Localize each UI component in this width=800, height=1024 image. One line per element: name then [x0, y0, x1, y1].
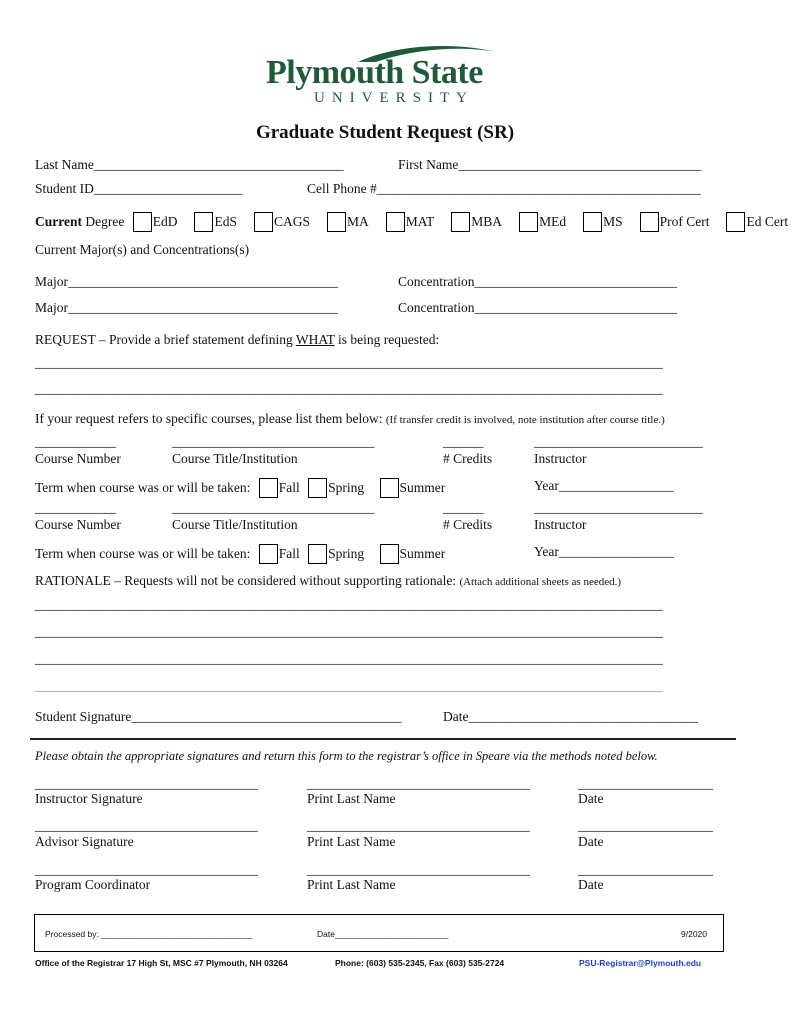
rationale-text: RATIONALE – Requests will not be considered without supporting rationale: — [35, 573, 457, 588]
major-field-1[interactable]: Major________________________________________ — [35, 274, 338, 289]
student-signature-field[interactable]: Student Signature________________________________________ — [35, 709, 402, 724]
logo-subtitle: UNIVERSITY — [314, 90, 474, 106]
courses-intro-text: If your request refers to specific courses, please list them below: — [35, 411, 383, 426]
rationale-heading — [35, 573, 621, 589]
university-logo — [266, 40, 506, 112]
registrar-phone: Phone: (603) 535-2345, Fax (603) 535-2724 — [335, 958, 505, 968]
degree-label: Degree — [82, 214, 125, 229]
registrar-email-link[interactable]: PSU-Registrar@Plymouth.edu — [579, 958, 702, 968]
degree-checkbox-prof-cert[interactable] — [640, 212, 659, 232]
first-name-field[interactable]: First Name____________________________________ — [398, 157, 702, 172]
credits-line-2[interactable]: ______ — [443, 500, 484, 515]
last-name-field[interactable]: Last Name_____________________________________ — [35, 157, 344, 172]
request-text-end: is being requested: — [334, 332, 440, 347]
form-title: Graduate Student Request (SR) — [255, 122, 515, 143]
degree-option-label: EdD — [152, 214, 178, 229]
advisor-date-line[interactable]: ____________________ — [578, 818, 713, 833]
course-title-label: Course Title/Institution — [172, 451, 298, 466]
term-summer-checkbox[interactable] — [380, 478, 399, 498]
instructor-print-line[interactable]: _________________________________ — [307, 776, 530, 791]
term-row-1 — [35, 478, 445, 498]
coordinator-signature-line[interactable]: _________________________________ — [35, 862, 258, 877]
degree-option-label: MBA — [471, 214, 503, 229]
degree-row — [35, 212, 800, 232]
degree-option-label: Prof Cert — [659, 214, 710, 229]
concentration-field-2[interactable]: Concentration______________________________ — [398, 300, 677, 315]
degree-checkbox-ed-cert[interactable] — [726, 212, 745, 232]
request-line-1[interactable]: _____________________________________________________________________________________________ — [35, 355, 663, 370]
instructor-line-2[interactable]: _________________________ — [534, 500, 703, 515]
degree-checkbox-ma[interactable] — [327, 212, 346, 232]
advisor-signature-line[interactable]: _________________________________ — [35, 818, 258, 833]
degree-checkbox-cags[interactable] — [254, 212, 273, 232]
date-label: Date — [578, 834, 604, 849]
instructor-label: Instructor — [534, 517, 587, 532]
term-summer-checkbox[interactable] — [380, 544, 399, 564]
degree-checkbox-edd[interactable] — [133, 212, 152, 232]
coordinator-date-line[interactable]: ____________________ — [578, 862, 713, 877]
instructor-line-1[interactable]: _________________________ — [534, 434, 703, 449]
term-fall-label: Fall — [278, 480, 300, 495]
courses-intro — [35, 411, 665, 427]
term-label: Term when course was or will be taken: — [35, 546, 251, 561]
majors-heading: Current Major(s) and Concentrations(s) — [35, 242, 250, 257]
course-number-line-1[interactable]: ____________ — [35, 434, 116, 449]
rationale-line-4[interactable]: _____________________________________________________________________________________________ — [35, 678, 663, 693]
instructor-date-line[interactable]: ____________________ — [578, 776, 713, 791]
degree-option-label: MAT — [405, 214, 435, 229]
degree-checkbox-med[interactable] — [519, 212, 538, 232]
registrar-address: Office of the Registrar 17 High St, MSC #7 Plymouth, NH 03264 — [35, 958, 288, 968]
term-fall-label: Fall — [278, 546, 300, 561]
degree-checkbox-mat[interactable] — [386, 212, 405, 232]
rationale-line-1[interactable]: _____________________________________________________________________________________________ — [35, 597, 663, 612]
degree-label-current: Current — [35, 214, 82, 229]
student-id-field[interactable]: Student ID______________________ — [35, 181, 243, 196]
rationale-line-3[interactable]: _____________________________________________________________________________________________ — [35, 651, 663, 666]
coordinator-print-line[interactable]: _________________________________ — [307, 862, 530, 877]
course-title-line-2[interactable]: ______________________________ — [172, 500, 375, 515]
credits-label: # Credits — [443, 517, 493, 532]
advisor-print-line[interactable]: _________________________________ — [307, 818, 530, 833]
print-last-name-label: Print Last Name — [307, 834, 396, 849]
degree-option-label: EdS — [214, 214, 237, 229]
degree-checkbox-eds[interactable] — [194, 212, 213, 232]
term-spring-checkbox[interactable] — [308, 544, 327, 564]
form-revision: 9/2020 — [681, 929, 707, 939]
instructor-signature-line[interactable]: _________________________________ — [35, 776, 258, 791]
rationale-note: (Attach additional sheets as needed.) — [459, 576, 622, 588]
date-label: Date — [578, 877, 604, 892]
degree-options — [128, 214, 800, 229]
term-fall-checkbox[interactable] — [259, 478, 278, 498]
print-last-name-label: Print Last Name — [307, 791, 396, 806]
term-spring-checkbox[interactable] — [308, 478, 327, 498]
advisor-signature-label: Advisor Signature — [35, 834, 134, 849]
major-field-2[interactable]: Major________________________________________ — [35, 300, 338, 315]
degree-checkbox-mba[interactable] — [451, 212, 470, 232]
term-fall-checkbox[interactable] — [259, 544, 278, 564]
course-number-label: Course Number — [35, 451, 121, 466]
date-label: Date — [578, 791, 604, 806]
term-spring-label: Spring — [328, 480, 365, 495]
courses-note: (If transfer credit is involved, note institution after course title.) — [385, 414, 665, 426]
term-summer-label: Summer — [399, 480, 446, 495]
processed-by-field[interactable]: Processed by: ________________________________ — [45, 929, 253, 939]
request-line-2[interactable]: _____________________________________________________________________________________________ — [35, 381, 663, 396]
term-row-2 — [35, 544, 445, 564]
section-divider — [30, 738, 736, 740]
office-date-field[interactable]: Date________________________ — [317, 929, 449, 939]
year-field-2[interactable]: Year_________________ — [534, 544, 674, 559]
term-summer-label: Summer — [399, 546, 446, 561]
cell-phone-field[interactable]: Cell Phone #________________________________________________ — [307, 181, 701, 196]
print-last-name-label: Print Last Name — [307, 877, 396, 892]
instructor-label: Instructor — [534, 451, 587, 466]
instructor-signature-label: Instructor Signature — [35, 791, 143, 806]
request-text: REQUEST – Provide a brief statement defining — [35, 332, 296, 347]
degree-option-label: MEd — [539, 214, 567, 229]
logo-wordmark: Plymouth State — [266, 54, 483, 91]
concentration-field-1[interactable]: Concentration______________________________ — [398, 274, 677, 289]
degree-checkbox-ms[interactable] — [583, 212, 602, 232]
office-use-box — [34, 914, 724, 952]
credits-label: # Credits — [443, 451, 493, 466]
instructions-text: Please obtain the appropriate signatures and return this form to the registrar’s office in Speare via the methods noted below. — [35, 749, 658, 763]
course-title-label: Course Title/Institution — [172, 517, 298, 532]
student-date-field[interactable]: Date__________________________________ — [443, 709, 698, 724]
degree-option-label: MS — [603, 214, 623, 229]
coordinator-signature-label: Program Coordinator — [35, 877, 151, 892]
request-what: WHAT — [295, 332, 335, 347]
course-title-line-1[interactable]: ______________________________ — [172, 434, 375, 449]
course-number-label: Course Number — [35, 517, 121, 532]
degree-option-label: CAGS — [274, 214, 311, 229]
course-number-line-2[interactable]: ____________ — [35, 500, 116, 515]
request-heading — [35, 332, 439, 348]
year-field-1[interactable]: Year_________________ — [534, 478, 674, 493]
degree-option-label: MA — [347, 214, 369, 229]
term-spring-label: Spring — [328, 546, 365, 561]
credits-line-1[interactable]: ______ — [443, 434, 484, 449]
rationale-line-2[interactable]: _____________________________________________________________________________________________ — [35, 624, 663, 639]
degree-option-label: Ed Cert — [746, 214, 789, 229]
term-label: Term when course was or will be taken: — [35, 480, 251, 495]
